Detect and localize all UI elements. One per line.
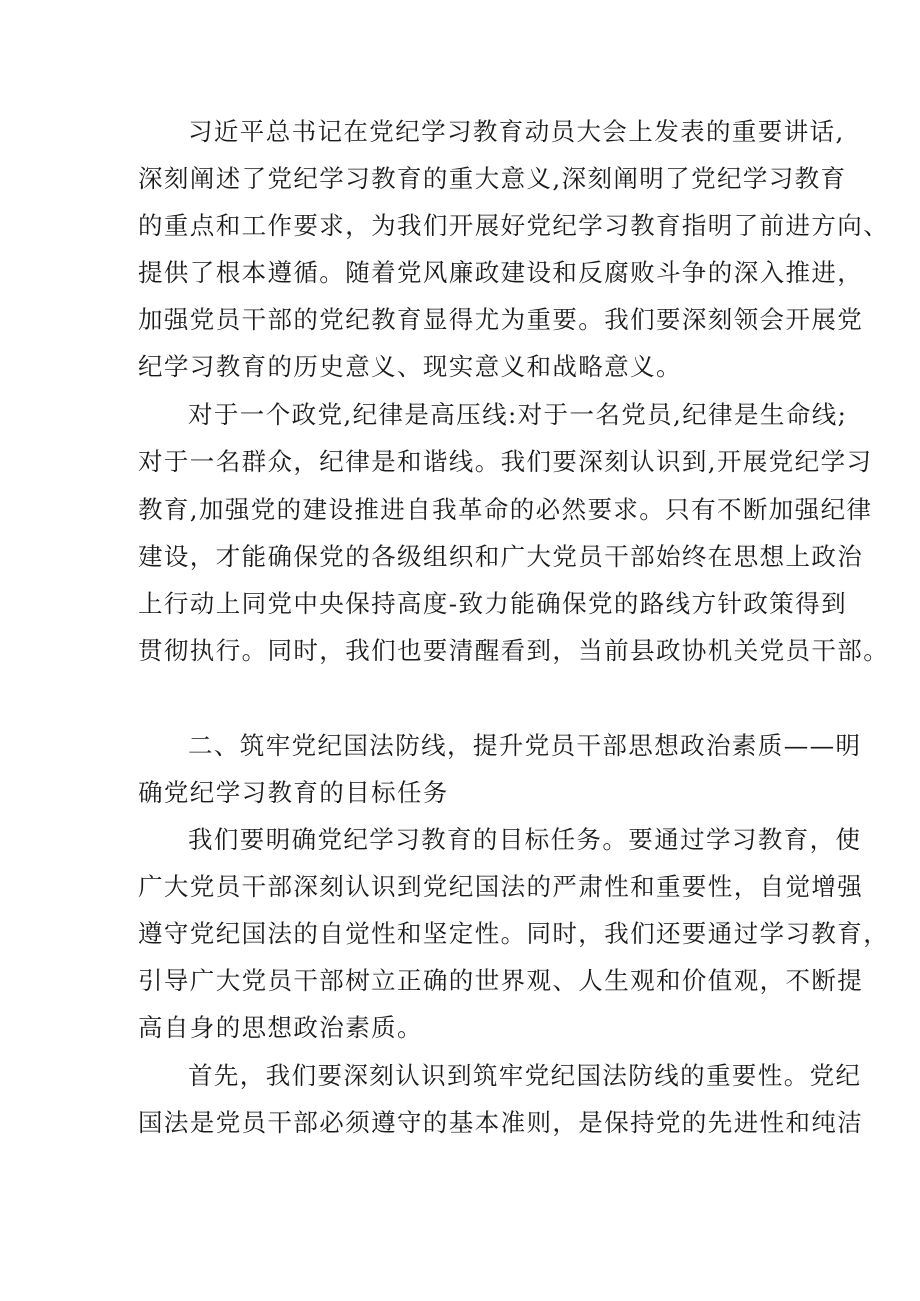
text-line: 深刻阐述了党纪学习教育的重大意义,深刻阐明了党纪学习教育 [138, 164, 847, 193]
text-line: 首先，我们要深刻认识到筑牢党纪国法防线的重要性。党纪 [188, 1061, 862, 1090]
heading-line: 二、筑牢党纪国法防线，提升党员干部思想政治素质——明 [188, 731, 862, 760]
text-line: 建设，才能确保党的各级组织和广大党员干部始终在思想上政治 [138, 542, 864, 571]
text-line: 对于一名群众，纪律是和谐线。我们要深刻认识到,开展党纪学习 [138, 447, 873, 476]
text-line: 高自身的思想政治素质。 [138, 1013, 423, 1042]
text-line: 加强党员干部的党纪教育显得尤为重要。我们要深刻领会开展党 [138, 305, 864, 334]
text-line: 教育,加强党的建设推进自我革命的必然要求。只有不断加强纪律 [138, 495, 873, 524]
text-line: 纪学习教育的历史意义、现实意义和战略意义。 [138, 352, 682, 381]
text-line: 的重点和工作要求，为我们开展好党纪学习教育指明了前进方向、 [138, 211, 890, 240]
heading-line: 确党纪学习教育的目标任务 [138, 778, 449, 807]
text-line: 国法是党员干部必须遵守的基本准则，是保持党的先进性和纯洁 [138, 1108, 864, 1137]
text-line: 贯彻执行。同时，我们也要清醒看到，当前县政协机关党员干部。 [138, 636, 890, 665]
text-line: 遵守党纪国法的自觉性和坚定性。同时，我们还要通过学习教育， [138, 919, 890, 948]
text-line: 引导广大党员干部树立正确的世界观、人生观和价值观，不断提 [138, 966, 864, 995]
text-line: 上行动上同党中央保持高度-致力能确保党的路线方针政策得到 [138, 589, 847, 618]
text-line: 习近平总书记在党纪学习教育动员大会上发表的重要讲话, [188, 117, 845, 146]
text-line: 广大党员干部深刻认识到党纪国法的严肃性和重要性，自觉增强 [138, 872, 864, 901]
text-line: 提供了根本遵循。随着党风廉政建设和反腐败斗争的深入推进， [138, 258, 864, 287]
text-line: 对于一个政党,纪律是高压线:对于一名党员,纪律是生命线; [188, 400, 848, 429]
text-line: 我们要明确党纪学习教育的目标任务。要通过学习教育，使 [188, 825, 862, 854]
